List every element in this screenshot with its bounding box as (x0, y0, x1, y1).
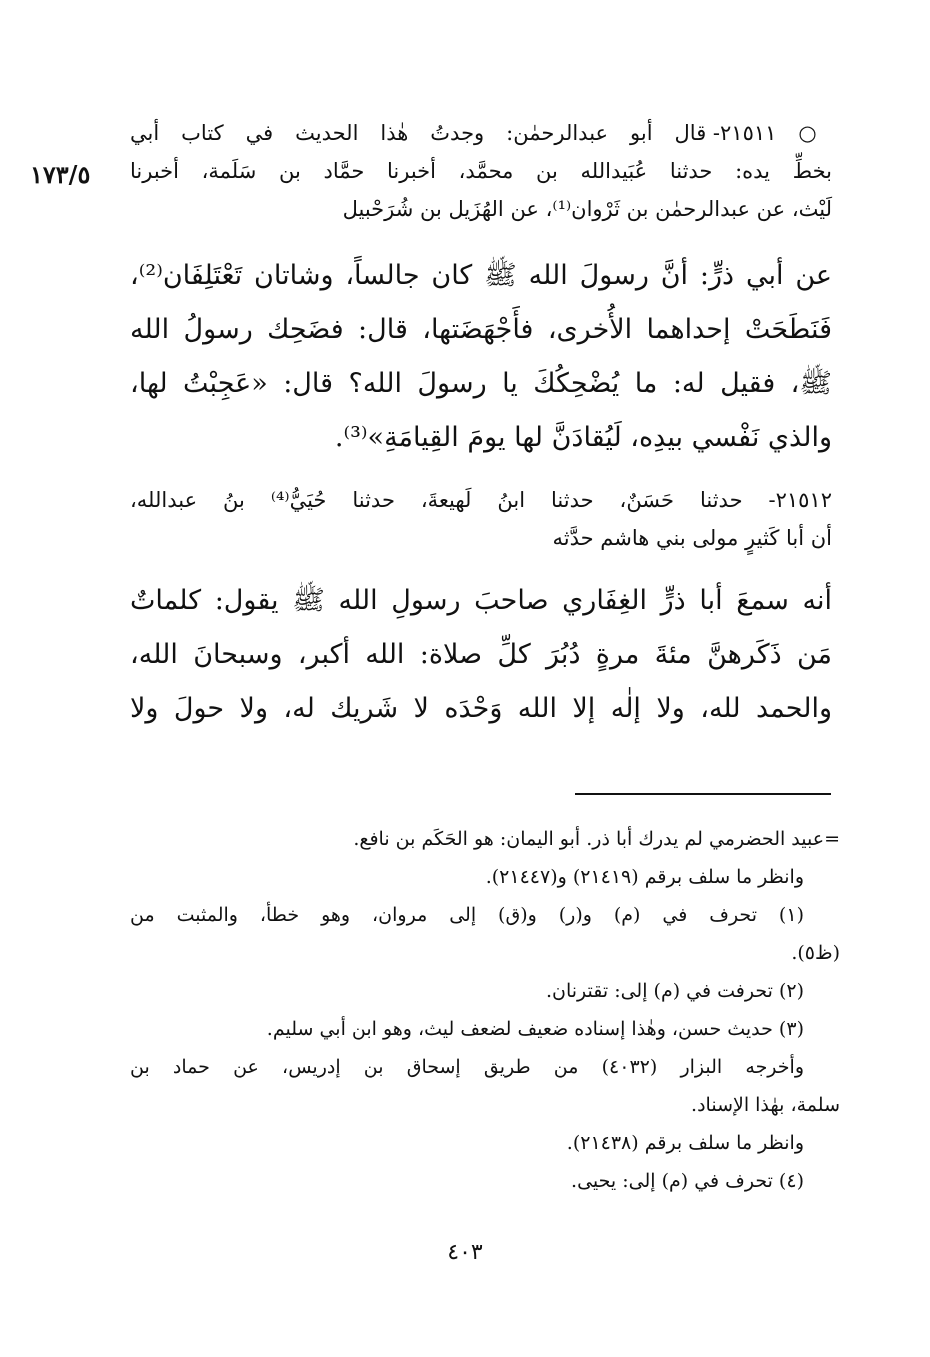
footnotes (130, 820, 840, 1200)
chain-line: أن أبا كَثيرٍ مولى بني هاشم حدَّثه (552, 526, 832, 550)
footnote-line: وانظر ما سلف برقم (٢١٤٣٨). (566, 1132, 804, 1154)
text-line: مَن ذَكَرهنَّ مئةَ مرةٍ دُبُرَ كلِّ صلاة: الله أكبر، وسبحانَ الله، (130, 639, 832, 670)
chain-line: بخطِّ يده: حدثنا عُبَيدالله بن محمَّد، أخبرنا حمَّاد بن سَلَمة، أخبرنا (130, 159, 832, 183)
text-line: والحمد لله، ولا إلٰه إلا الله وَحْدَه لا شَريك له، ولا حولَ ولا (130, 693, 832, 724)
text-line: عن أبي ذرٍّ: أنَّ رسولَ الله ﷺ كان جالساً، وشاتان تَعْتَلِفَان⁽²⁾، (130, 260, 832, 291)
chain-line: ٢١٥١٢- حدثنا حَسَنٌ، حدثنا ابنُ لَهيعةَ، حدثنا حُيَيُّ⁽⁴⁾ بنُ عبدالله، (130, 488, 832, 512)
footnote-separator (575, 793, 831, 795)
footnote-line: (٢) تحرفت في (م) إلى: تقترنان. (545, 980, 804, 1002)
footnote-line: =عبيد الحضرمي لم يدرك أبا ذر. أبو اليمان: هو الحَكَم بن نافع. (353, 828, 840, 850)
footnote-line: (٤) تحرف في (م) إلى: يحيى. (571, 1170, 804, 1192)
hadith-21511-text (130, 249, 832, 465)
page-number: ٤٠٣ (447, 1240, 483, 1265)
hadith-21512-text (130, 574, 832, 736)
hadith-21512-chain (130, 481, 832, 557)
chain-line: ○ ٢١٥١١- قال أبو عبدالرحمٰن: وجدتُ هٰذا الحديث في كتاب أبي (130, 121, 833, 145)
text-line: فَنَطَحَتْ إحداهما الأُخرى، فأَجْهَضَتها، قال: فضَحِك رسولُ الله (130, 314, 832, 345)
footnote-line: (ظ٥). (791, 942, 840, 964)
footnote-line: وأخرجه البزار (٤٠٣٢) من طريق إسحاق بن إدريس، عن حماد بن (130, 1056, 804, 1078)
margin-reference: ١٧٣/٥ (30, 160, 91, 189)
text-line: أنه سمعَ أبا ذرٍّ الغِفَاري صاحبَ رسولِ الله ﷺ يقول: كلماتٌ (130, 585, 832, 616)
text-line: والذي نَفْسي بيدِه، لَيُقادَنَّ لها يومَ القِيامَةِ»⁽³⁾. (334, 422, 832, 453)
hadith-21511-chain (130, 114, 832, 228)
footnote-line: وانظر ما سلف برقم (٢١٤١٩) و(٢١٤٤٧). (485, 866, 804, 888)
footnote-line: (١) تحرف في (م) و(ر) و(ق) إلى مروان، وهو خطأ، والمثبت من (130, 904, 804, 926)
footnote-line: سلمة، بهٰذا الإسناد. (691, 1094, 840, 1116)
chain-line: لَيْث، عن عبدالرحمٰن بن ثَرْوان⁽¹⁾، عن الهُزَيل بن شُرَحْبيل (342, 197, 832, 221)
text-line: ﷺ، فقيل له: ما يُضْحِكُكَ يا رسولَ الله؟ قال: «عَجِبْتُ لها، (130, 368, 832, 399)
footnote-line: (٣) حديث حسن، وهٰذا إسناده ضعيف لضعف ليث، وهو ابن أبي سليم. (266, 1018, 804, 1040)
